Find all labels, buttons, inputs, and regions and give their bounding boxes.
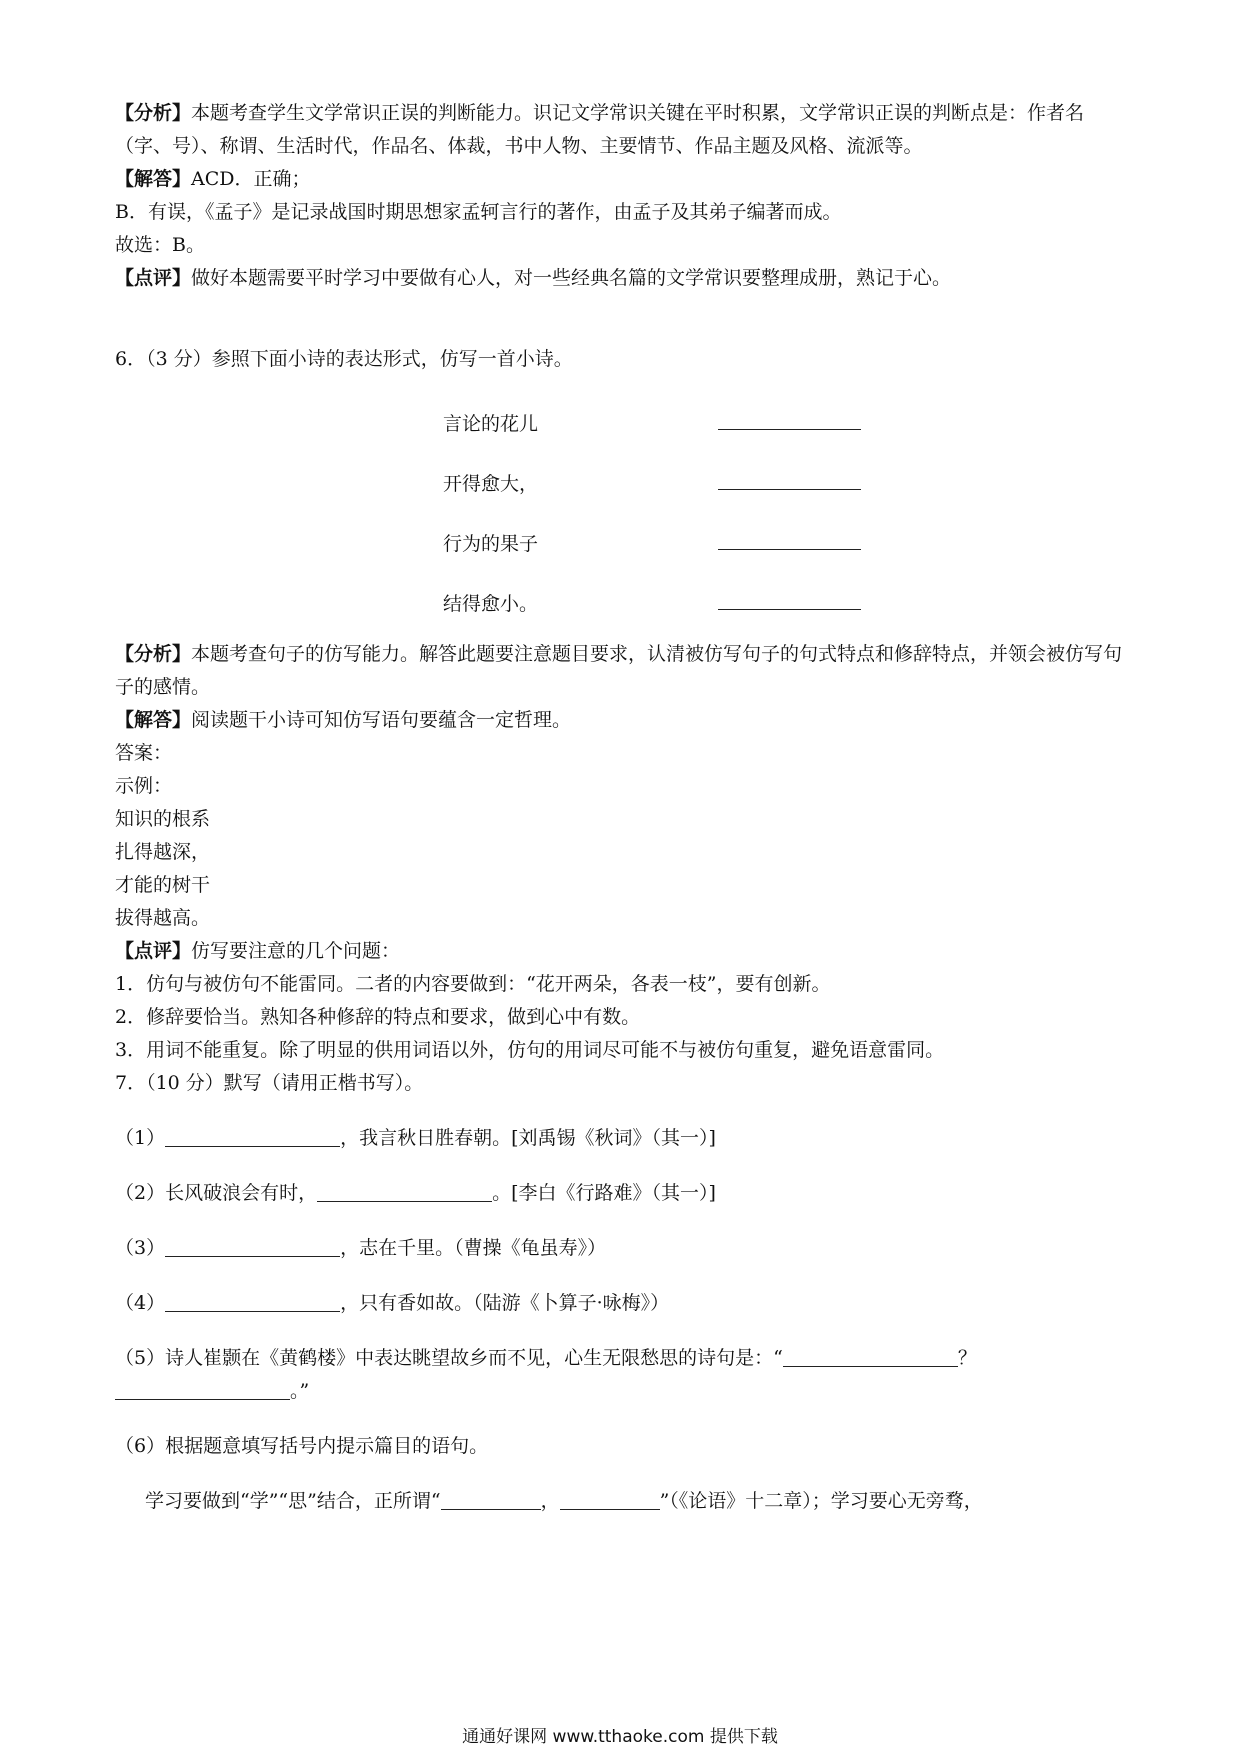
q6-example-label: 示例：	[115, 775, 173, 797]
item-text: 诗人崔颢在《黄鹤楼》中表达眺望故乡而不见，心生无限愁思的诗句是：“	[165, 1347, 783, 1369]
item-number: （5）	[115, 1347, 166, 1369]
item-text: ，我言秋日胜春朝。[刘禹锡《秋词》（其一）]	[340, 1127, 716, 1149]
comment-point: 2．修辞要恰当。熟知各种修辞的特点和要求，做到心中有数。	[115, 1006, 641, 1028]
answer-blank[interactable]	[165, 1122, 340, 1147]
analysis-text: 本题考查句子的仿写能力。解答此题要注意题目要求，认清被仿写句子的句式特点和修辞特点，并领会被仿写句子的感情。	[115, 643, 1123, 698]
q7-item-6-paragraph	[115, 1485, 1130, 1518]
q7-item-2	[115, 1177, 1130, 1210]
q7-item-5-cont	[115, 1375, 1130, 1408]
comment-text: 仿写要注意的几个问题：	[191, 940, 401, 962]
comment-point: 3．用词不能重复。除了明显的供用词语以外，仿句的用词尽可能不与被仿句重复，避免语意雷同。	[115, 1039, 945, 1061]
answer-blank[interactable]	[317, 1177, 492, 1202]
q7-item-5	[115, 1342, 1130, 1375]
item-text: ”（《论语》十二章）；学习要心无旁骛，	[659, 1490, 983, 1512]
answer-blank[interactable]	[441, 1485, 541, 1510]
answer-blank[interactable]	[718, 525, 861, 550]
poem-line	[443, 556, 1130, 616]
answer-blank[interactable]	[560, 1485, 660, 1510]
item-text: 学习要做到“学”“思”结合，正所谓“	[145, 1490, 441, 1512]
q5-choice: 故选：B。	[115, 234, 205, 256]
comment-point: 1．仿句与被仿句不能雷同。二者的内容要做到：“花开两朵，各表一枝”，要有创新。	[115, 973, 831, 995]
document-body	[115, 97, 1130, 1518]
answer-tag: 【解答】	[115, 168, 192, 190]
poem-line-text: 结得愈小。	[443, 593, 539, 615]
item-text: ？	[957, 1347, 977, 1369]
poem-line-text: 开得愈大，	[443, 473, 539, 495]
item-text: ，志在千里。（曹操《龟虽寿》）	[340, 1237, 607, 1259]
q6-title: 6．（3 分）参照下面小诗的表达形式，仿写一首小诗。	[115, 348, 573, 370]
item-text: ，只有香如故。（陆游《卜算子·咏梅》）	[340, 1292, 670, 1314]
analysis-tag: 【分析】	[115, 102, 192, 124]
example-line: 才能的树干	[115, 874, 211, 896]
comment-tag: 【点评】	[115, 267, 192, 289]
example-line: 扎得越深，	[115, 841, 211, 863]
answer-text: ACD．正确；	[191, 168, 311, 190]
poem-line	[443, 496, 1130, 556]
item-number: （3）	[115, 1237, 166, 1259]
q6-comment	[115, 935, 1130, 968]
q7-title: 7．（10 分）默写（请用正楷书写）。	[115, 1072, 424, 1094]
answer-tag: 【解答】	[115, 709, 192, 731]
answer-blank[interactable]	[165, 1287, 340, 1312]
example-line: 知识的根系	[115, 808, 211, 830]
q6-answer-label: 答案：	[115, 742, 173, 764]
item-text: 根据题意填写括号内提示篇目的语句。	[165, 1435, 489, 1457]
q7-item-6	[115, 1430, 1130, 1463]
item-number: （6）	[115, 1435, 166, 1457]
poem-line	[443, 376, 1130, 436]
q7-item-1	[115, 1122, 1130, 1155]
answer-blank[interactable]	[115, 1375, 290, 1400]
answer-blank[interactable]	[783, 1342, 958, 1367]
item-text: 长风破浪会有时，	[165, 1182, 318, 1204]
analysis-tag: 【分析】	[115, 643, 192, 665]
q5-comment	[115, 262, 1130, 295]
answer-blank[interactable]	[718, 405, 861, 430]
q5-analysis	[115, 97, 1130, 163]
item-number: （1）	[115, 1127, 166, 1149]
poem-line	[443, 436, 1130, 496]
q7-item-4	[115, 1287, 1130, 1320]
answer-blank[interactable]	[718, 465, 861, 490]
item-number: （2）	[115, 1182, 166, 1204]
q6-poem	[443, 376, 1130, 616]
item-number: （4）	[115, 1292, 166, 1314]
item-text: ，	[540, 1490, 560, 1512]
comment-text: 做好本题需要平时学习中要做有心人，对一些经典名篇的文学常识要整理成册，熟记于心。	[191, 267, 952, 289]
example-line: 拔得越高。	[115, 907, 211, 929]
q5-answer	[115, 163, 1130, 196]
answer-blank[interactable]	[718, 585, 861, 610]
analysis-text: 本题考查学生文学常识正误的判断能力。识记文学常识关键在平时积累，文学常识正误的判断点是：作者名（字、号）、称谓、生活时代，作品名、体裁，书中人物、主要情节、作品主题及风格、流派等。	[115, 102, 1085, 157]
q6-answer	[115, 704, 1130, 737]
answer-blank[interactable]	[165, 1232, 340, 1257]
q6-analysis	[115, 638, 1130, 704]
q5-answer-b: B．有误，《孟子》是记录战国时期思想家孟轲言行的著作，由孟子及其弟子编著而成。	[115, 201, 842, 223]
page-footer: 通通好课网 www.tthaoke.com 提供下载	[462, 1727, 778, 1747]
comment-tag: 【点评】	[115, 940, 192, 962]
poem-line-text: 言论的花儿	[443, 413, 539, 435]
answer-text: 阅读题干小诗可知仿写语句要蕴含一定哲理。	[191, 709, 572, 731]
q7-item-3	[115, 1232, 1130, 1265]
item-text: 。”	[290, 1380, 310, 1402]
item-text: 。[李白《行路难》（其一）]	[492, 1182, 716, 1204]
poem-line-text: 行为的果子	[443, 533, 539, 555]
